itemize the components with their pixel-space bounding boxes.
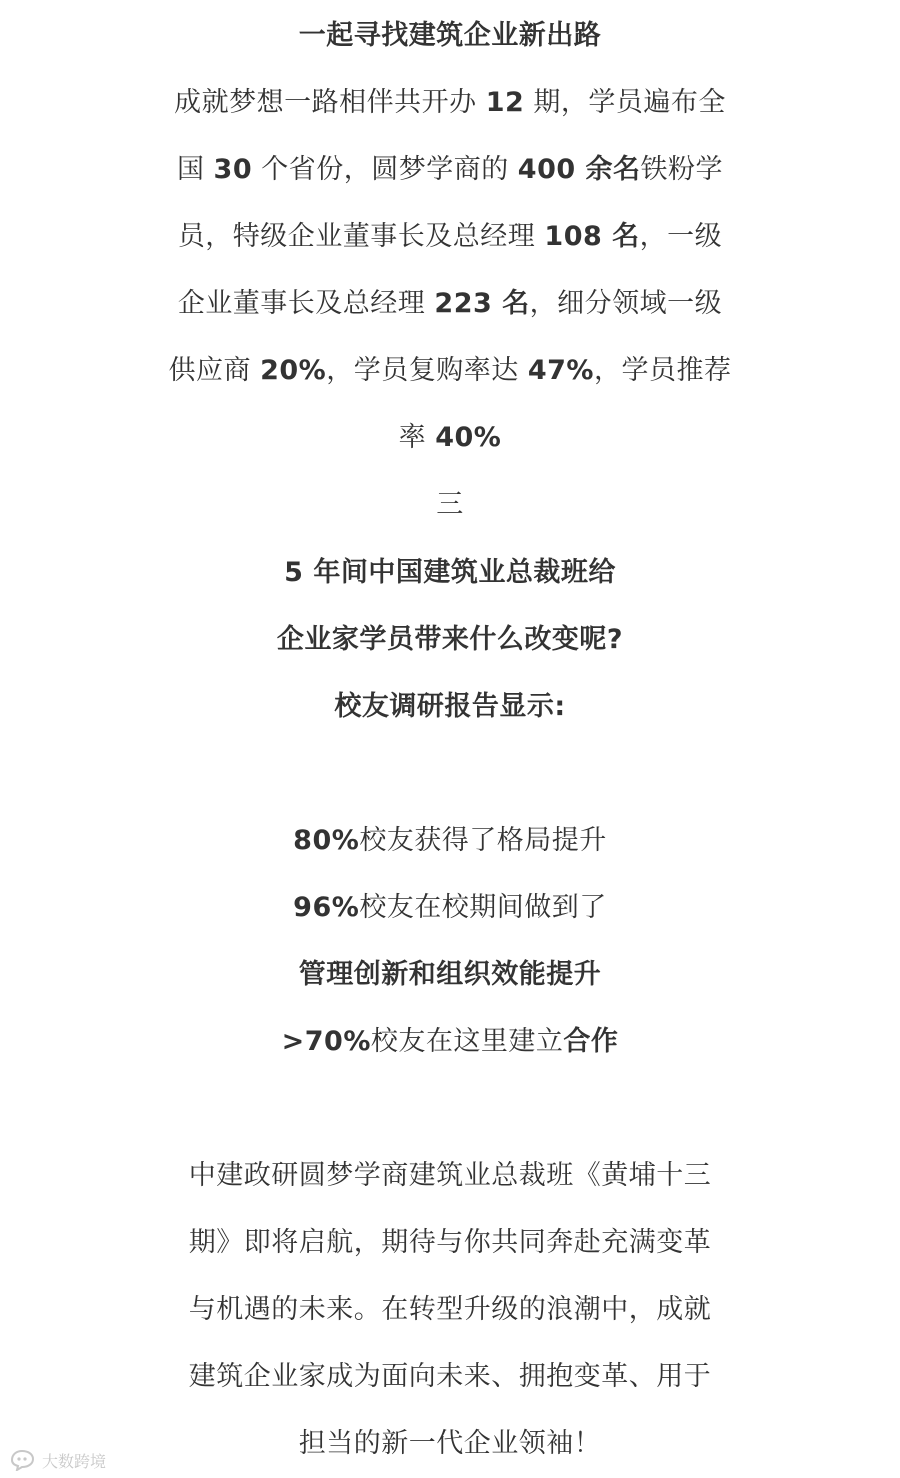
section-numeral: 三: [436, 489, 464, 520]
section-heading-line-2: 企业家学员带来什么改变呢?: [276, 624, 624, 655]
heading-new-path: 一起寻找建筑企业新出路: [298, 20, 602, 51]
watermark: [8, 1446, 106, 1474]
intro-line-5: 供应商 20%，学员复购率达 47%，学员推荐: [168, 355, 732, 386]
section-heading-line-3: 校友调研报告显示:: [334, 691, 566, 722]
closing-line-1: 中建政研圆梦学商建筑业总裁班《黄埔十三: [188, 1160, 712, 1191]
section-heading-line-1: 5 年间中国建筑业总裁班给: [284, 557, 616, 588]
closing-line-2: 期》即将启航，期待与你共同奔赴充满变革: [188, 1227, 712, 1258]
stat-line-2: 96%校友在校期间做到了: [293, 892, 607, 923]
intro-line-6: 率 40%: [398, 422, 502, 453]
stat-line-1: 80%校友获得了格局提升: [293, 825, 607, 856]
watermark-text: 大数跨境: [42, 1451, 107, 1471]
speech-bubble-logo-icon: [8, 1449, 38, 1471]
closing-line-3: 与机遇的未来。在转型升级的浪潮中，成就: [188, 1294, 712, 1325]
intro-line-2: 国 30 个省份，圆梦学商的 400 余名铁粉学: [176, 154, 724, 185]
intro-line-1: 成就梦想一路相伴共开办 12 期，学员遍布全: [174, 87, 726, 118]
intro-line-3: 员，特级企业董事长及总经理 108 名，一级: [177, 221, 723, 252]
stat-line-4: >70%校友在这里建立合作: [281, 1026, 619, 1057]
closing-line-5: 担当的新一代企业领袖！: [298, 1428, 602, 1459]
stat-line-3: 管理创新和组织效能提升: [298, 959, 602, 990]
intro-line-4: 企业董事长及总经理 223 名，细分领域一级: [177, 288, 723, 319]
closing-line-4: 建筑企业家成为面向未来、拥抱变革、用于: [188, 1361, 712, 1392]
